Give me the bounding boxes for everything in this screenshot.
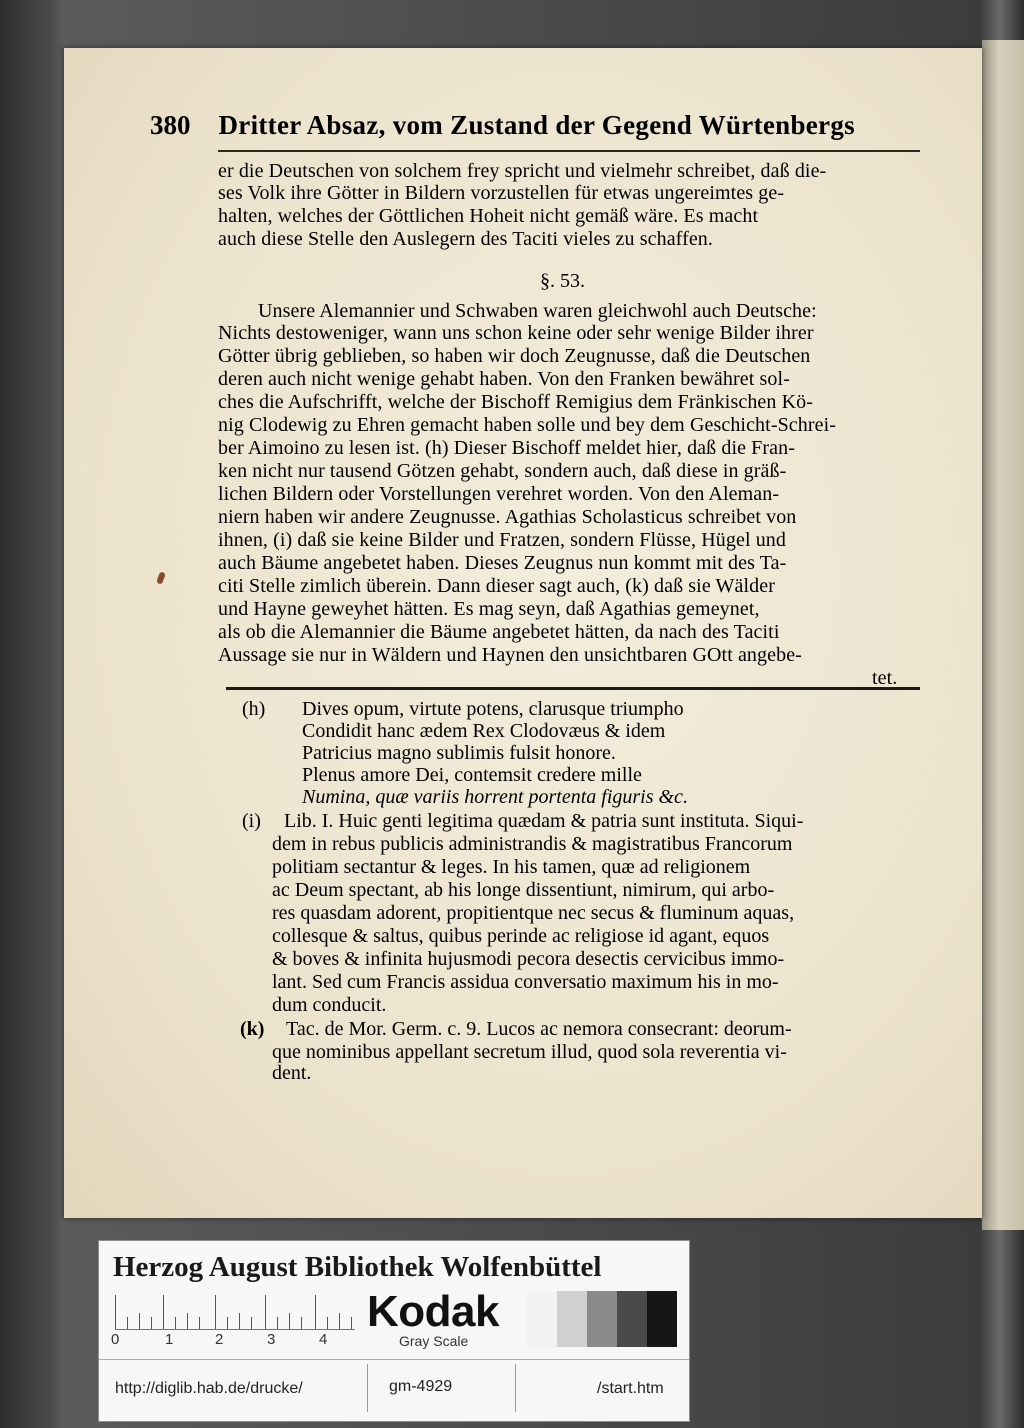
footnote-line: que nominibus appellant secretum illud, quod sola reverentia vi- [272,1041,787,1063]
text-line: er die Deutschen von solchem frey spricht und vielmehr schreibet, daß die- [218,160,827,182]
text-line: Götter übrig geblieben, so haben wir doch Zeugnusse, daß die Deutschen [218,345,811,367]
catchword: tet. [872,667,898,689]
footnote-line: Plenus amore Dei, contemsit credere mille [302,764,642,786]
footnote-line: Patricius magno sublimis fulsit honore. [302,742,616,764]
ruler-tick [315,1295,316,1329]
footnote-line: dent. [272,1062,312,1084]
ruler-tick [301,1317,302,1329]
ruler-tick [115,1295,116,1329]
footnote-marker-k: (k) [240,1018,265,1040]
ruler-tick [163,1295,164,1329]
footnote-line: lant. Sed cum Francis assidua conversatio maximum his in mo- [272,971,779,993]
ruler-tick [351,1317,352,1329]
footnote-line: res quasdam adorent, propitientque nec secus & fluminum aquas, [272,902,795,924]
start-file: /start.htm [597,1380,664,1397]
footnote-marker-h: (h) [242,698,266,720]
adjacent-page-edge [982,40,1024,1230]
ruler-tick [199,1317,200,1329]
text-line: lichen Bildern oder Vorstellungen verehret worden. Von den Aleman- [218,483,780,505]
text-line: auch Bäume angebetet haben. Dieses Zeugnus nun kommt mit des Ta- [218,552,787,574]
ruler-tick [277,1317,278,1329]
text-line: ses Volk ihre Götter in Bildern vorzustellen für etwas ungereimtes ge- [218,182,785,204]
gray-patch [617,1291,647,1347]
text-line: und Hayne geweyhet hätten. Es mag seyn, daß Agathias gemeynet, [218,598,760,620]
text-line: ken nicht nur tausend Götzen gehabt, sondern auch, daß diese in gräß- [218,460,787,482]
ruler-number: 4 [319,1331,328,1348]
ruler-number: 1 [165,1331,174,1348]
shelfmark-id: gm-4929 [389,1378,453,1395]
ruler-tick [239,1313,240,1329]
footer-divider [367,1364,368,1412]
library-target-card [98,1240,690,1422]
footnote-line: ac Deum spectant, ab his longe dissentiunt, nimirum, qui arbo- [272,879,775,901]
text-line: deren auch nicht wenige gehabt haben. Von den Franken bewähret sol- [218,368,790,390]
footnote-rule [226,687,920,690]
ruler-tick [339,1313,340,1329]
text-line: citi Stelle zimlich überein. Dann dieser sagt auch, (k) daß sie Wälder [218,575,775,597]
footnote-line: Dives opum, virtute potens, clarusque triumpho [302,698,684,720]
ruler-number: 0 [111,1331,120,1348]
gray-scale-patches [527,1291,677,1347]
ruler-tick [251,1317,252,1329]
text-line: Aussage sie nur in Wäldern und Haynen den unsichtbaren GOtt angebe- [218,644,802,666]
ruler-tick [327,1317,328,1329]
footnote-line: collesque & saltus, quibus perinde ac religiose id agant, equos [272,925,770,947]
page-number: 380 [150,110,191,140]
gray-patch [647,1291,677,1347]
footnote-line: politiam sectantur & leges. In his tamen, quæ ad religionem [272,856,751,878]
text-line: Nichts destoweniger, wann uns schon keine oder sehr wenige Bilder ihrer [218,322,814,344]
ruler-number: 2 [215,1331,224,1348]
text-line: ches die Aufschrifft, welche der Bischoff Remigius dem Fränkischen Kö- [218,391,814,413]
text-line: auch diese Stelle den Auslegern des Taciti vieles zu schaffen. [218,228,714,250]
header-rule [218,150,920,152]
ruler-tick [265,1295,266,1329]
footnote-line: Condidit hanc ædem Rex Clodovæus & idem [302,720,666,742]
gray-patch [587,1291,617,1347]
text-line: Unsere Alemannier und Schwaben waren gleichwohl auch Deutsche: [258,300,817,322]
ruler-tick [151,1317,152,1329]
footer-divider [515,1364,516,1412]
ruler-tick [289,1313,290,1329]
card-footer [99,1359,689,1420]
ruler-number: 3 [267,1331,276,1348]
ruler-tick [139,1313,140,1329]
ruler-tick [215,1295,216,1329]
text-line: halten, welches der Göttlichen Hoheit nicht gemäß wäre. Es macht [218,205,759,227]
ruler-tick [187,1313,188,1329]
scale-ruler [115,1295,355,1330]
footnote-line: Tac. de Mor. Germ. c. 9. Lucos ac nemora consecrant: deorum- [286,1018,792,1040]
kodak-logo: Kodak [367,1287,499,1336]
ruler-tick [127,1317,128,1329]
footnote-line: dum conducit. [272,994,387,1016]
text-line: ber Aimoino zu lesen ist. (h) Dieser Bischoff meldet hier, daß die Fran- [218,437,795,459]
text-line: nig Clodewig zu Ehren gemacht haben solle und bey dem Geschicht-Schrei- [218,414,837,436]
gray-patch [557,1291,587,1347]
footnote-marker-i: (i) [242,810,261,832]
library-name: Herzog August Bibliothek Wolfenbüttel [113,1251,602,1283]
footnote-line: Lib. I. Huic genti legitima quædam & patria sunt instituta. Siqui- [284,810,804,832]
ruler-tick [175,1317,176,1329]
gray-patch [527,1291,557,1347]
source-url: http://diglib.hab.de/drucke/ [115,1380,303,1397]
text-line: niern haben wir andere Zeugnusse. Agathias Scholasticus schreibet von [218,506,797,528]
footnote-line: & boves & infinita hujusmodi pecora desectis cervicibus immo- [272,948,785,970]
text-line: als ob die Alemannier die Bäume angebetet hätten, da nach des Taciti [218,621,780,643]
text-line: ihnen, (i) daß sie keine Bilder und Fratzen, sondern Flüsse, Hügel und [218,529,786,551]
gray-scale-label: Gray Scale [399,1333,469,1349]
footnote-line: Numina, quæ variis horrent portenta figuris &c. [302,786,688,808]
footnote-line: dem in rebus publicis administrandis & magistratibus Francorum [272,833,793,855]
section-heading: §. 53. [540,270,585,292]
running-head [150,110,920,150]
ruler-tick [227,1317,228,1329]
running-title: Dritter Absaz, vom Zustand der Gegend Würtenbergs [218,110,855,140]
